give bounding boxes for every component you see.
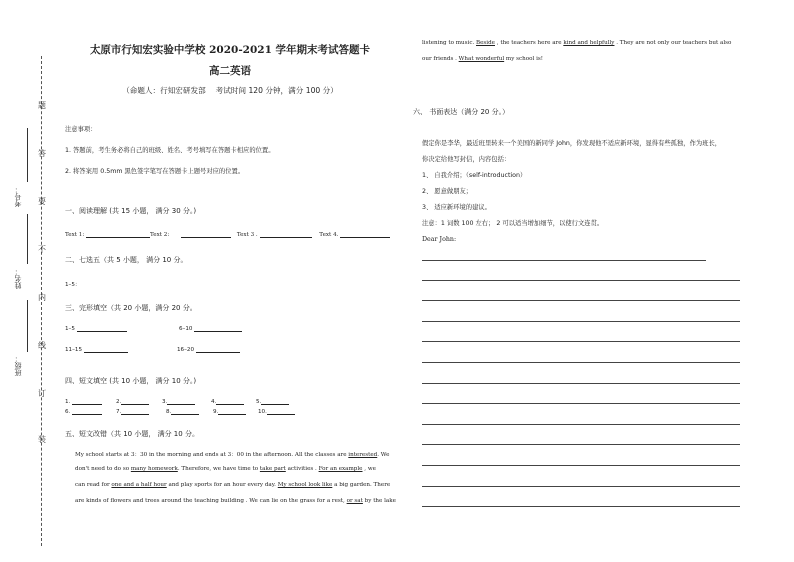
fill-blank[interactable] [72,407,102,415]
answer-label: Text 2: [150,232,170,238]
writing-line[interactable] [422,300,740,301]
passage-line [422,40,752,56]
fill-row [166,407,199,415]
exam-number-label: 考号： [14,186,22,207]
passage-line [75,466,405,482]
error-segment: many homework [130,466,178,472]
writing-point: 2、 愿意做朋友； [422,188,473,195]
fill-blank[interactable] [171,407,199,415]
fill-blank[interactable] [218,407,246,415]
answer-blank[interactable] [181,230,231,238]
fill-label: 10. [258,409,267,415]
cloze-blank[interactable] [84,345,128,353]
fill-blank[interactable] [121,407,149,415]
writing-line[interactable] [422,444,740,445]
margin-char: 内 [38,293,46,302]
fill-blank[interactable] [72,397,102,405]
error-segment: interested [348,452,378,458]
writing-line[interactable] [422,486,740,487]
cloze-row [177,345,240,353]
fill-row [65,397,102,405]
page-title: 太原市行知宏实验中学校 2020-2021 学年期末考试答题卡 [89,44,371,56]
fill-row [162,397,195,405]
fill-row [116,407,149,415]
fill-label: 1. [65,399,71,405]
fill-label: 7. [116,409,122,415]
error-segment: What wonderful [458,56,505,62]
writing-line[interactable] [422,465,740,466]
cloze-row [179,324,242,332]
margin-char: 订 [38,389,46,398]
fill-label: 2. [116,399,122,405]
section-writing-title: 六、 书面表达（满分 20 分。） [413,108,510,116]
writing-point: 3、 适应新环境的建议。 [422,204,491,211]
writing-line[interactable] [422,280,740,281]
fill-row [256,397,289,405]
section-cloze-title: 三、完形填空（共 20 小题，满分 20 分。 [65,304,197,312]
passage-text: by the lake [362,498,396,504]
fill-row [116,397,149,405]
fill-label: 8. [166,409,172,415]
notes-item: 2. 将答案用 0.5mm 黑色签字笔写在答题卡上题号对应的位置。 [65,168,245,175]
passage-line [75,450,405,466]
fill-blank[interactable] [167,397,195,405]
exam-number-field[interactable] [27,128,28,182]
fill-label: 9. [213,409,219,415]
passage-text: activities . [285,466,319,472]
passage-text: . Therefore, we have time to [177,466,260,472]
exam-info: （命题人：行知宏研发部 考试时间 120 分钟，满分 100 分） [122,86,338,95]
reading-answers [65,230,390,238]
margin-char: 装 [38,435,46,444]
fill-blank[interactable] [121,397,149,405]
passage-line [422,56,752,72]
passage-line [75,498,405,514]
cloze-label: 16–20 [177,347,195,353]
error-segment: take part [259,466,286,472]
section-seven-five-title: 二、七选五（共 5 小题， 满分 10 分。 [65,256,188,264]
error-segment: My school look like [277,482,333,488]
fill-label: 6. [65,409,71,415]
correction-passage-continued [422,40,752,72]
answer-blank[interactable] [86,230,150,238]
error-segment: one and a half hour [111,482,167,488]
error-segment: For an example [318,466,363,472]
error-segment: or sat [346,498,363,504]
passage-text: listening to music. [422,40,477,46]
cloze-label: 6–10 [179,326,193,332]
passage-text: our friends . [422,56,459,62]
fill-row [258,407,295,415]
notes-heading: 注意事项： [65,126,97,133]
cloze-row [65,324,127,332]
cloze-label: 1–5 [65,326,75,332]
fill-blank[interactable] [261,397,289,405]
passage-text: . They are not only our teachers but also [614,40,732,46]
answer-label: Text 3 . [236,232,258,238]
passage-text: don't need to do so [75,466,131,472]
passage-text: , we [362,466,376,472]
passage-text: . We [377,452,390,458]
notes-item: 1. 答题前，考生务必将自己的班级、姓名、考号填写在答题卡相应的位置。 [65,147,275,154]
writing-line[interactable] [422,341,740,342]
writing-line[interactable] [422,383,740,384]
passage-text: My school starts at 3：30 in the morning and ends at 3：00 in the afternoon. All the classes are [75,452,349,458]
passage-line [75,482,405,498]
writing-prompt: 假定你是李华，最近班里转来一个美国的新同学 John，你发现他不适应新环境，显得有些孤独，作为班长， [422,140,722,147]
passage-text: and play sports for an hour every day. [166,482,278,488]
fill-label: 5. [256,399,262,405]
writing-note: 注意：1 词数 100 左右； 2 可以适当增加细节，以使行文连贯。 [422,220,604,227]
margin-char: 不 [38,245,46,254]
subject-title: 高二英语 [209,65,251,77]
passage-text: my school is! [504,56,543,62]
fill-blank[interactable] [267,407,295,415]
name-field[interactable] [27,214,28,264]
name-label: 姓名： [14,268,22,289]
correction-passage [75,450,405,514]
writing-prompt: 你决定给他写封信，内容包括： [422,156,511,163]
fill-row [211,397,244,405]
answer-label: Text 4. [319,232,339,238]
passage-text: a big garden. There [332,482,391,488]
writing-line[interactable] [422,506,740,507]
writing-salutation: Dear John: [422,236,457,243]
error-segment: Beside [476,40,495,46]
cloze-blank[interactable] [194,324,242,332]
fill-row [213,407,246,415]
fill-row [65,407,102,415]
writing-line[interactable] [422,260,706,261]
writing-line[interactable] [422,424,740,425]
section-fill-title: 四、短文填空 (共 10 小题， 满分 10 分。) [65,377,197,385]
writing-line[interactable] [422,403,740,404]
fill-label: 4. [211,399,217,405]
error-segment: kind and helpfully [563,40,615,46]
cloze-blank[interactable] [196,345,240,353]
passage-text: can read for [75,482,112,488]
passage-text: , the teachers here are [495,40,564,46]
margin-char: 要 [38,197,46,206]
margin-char: 题 [38,101,46,110]
margin-char: 线 [38,341,46,350]
answer-label: Text 1: [65,232,85,238]
cloze-blank[interactable] [77,324,127,332]
class-field[interactable] [27,300,28,352]
section-reading-title: 一、阅读理解 (共 15 小题， 满分 30 分。) [65,207,197,215]
writing-line[interactable] [422,321,740,322]
seven-five-label: 1–5： [65,282,81,288]
writing-line[interactable] [422,362,740,363]
section-correction-title: 五、短文改错（共 10 小题， 满分 10 分。 [65,430,199,438]
fill-blank[interactable] [216,397,244,405]
cloze-row [65,345,128,353]
margin-char: 答 [38,149,46,158]
answer-blank[interactable] [340,230,390,238]
class-label: 班级： [14,355,22,376]
answer-blank[interactable] [260,230,312,238]
writing-point: 1、 自我介绍；（self-introduction） [422,172,527,179]
cloze-label: 11–15 [65,347,83,353]
fill-label: 3. [162,399,168,405]
passage-text: are kinds of flowers and trees around the teaching building . We can lie on the grass for a rest, [75,498,347,504]
